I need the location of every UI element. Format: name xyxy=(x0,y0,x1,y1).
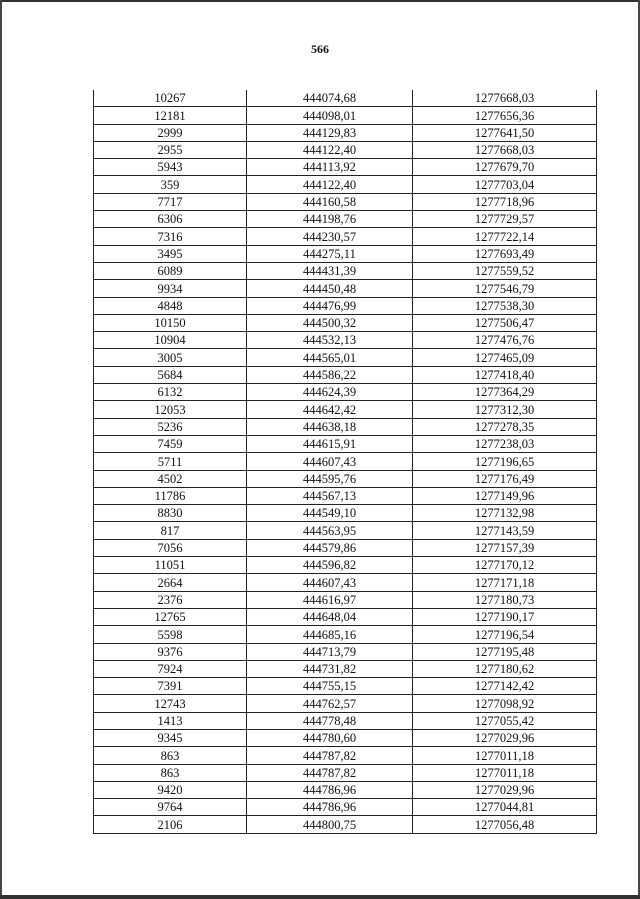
table-row xyxy=(94,159,597,176)
table-row xyxy=(94,384,597,401)
point-id-cell: 12053 xyxy=(94,401,247,418)
y-coordinate-cell: 1277143,59 xyxy=(413,522,597,539)
table-row xyxy=(94,211,597,228)
y-coordinate-cell: 1277418,40 xyxy=(413,366,597,383)
table-row xyxy=(94,245,597,262)
x-coordinate-cell: 444098,01 xyxy=(247,107,413,124)
table-row xyxy=(94,435,597,452)
y-coordinate-cell: 1277668,03 xyxy=(413,141,597,158)
x-coordinate-cell: 444476,99 xyxy=(247,297,413,314)
table-row xyxy=(94,107,597,124)
point-id-cell: 2664 xyxy=(94,574,247,591)
x-coordinate-cell: 444713,79 xyxy=(247,643,413,660)
point-id-cell: 863 xyxy=(94,747,247,764)
point-id-cell: 7459 xyxy=(94,435,247,452)
x-coordinate-cell: 444431,39 xyxy=(247,262,413,279)
table-row xyxy=(94,505,597,522)
point-id-cell: 9345 xyxy=(94,729,247,746)
point-id-cell: 3005 xyxy=(94,349,247,366)
y-coordinate-cell: 1277364,29 xyxy=(413,384,597,401)
y-coordinate-cell: 1277196,65 xyxy=(413,453,597,470)
point-id-cell: 10904 xyxy=(94,332,247,349)
y-coordinate-cell: 1277559,52 xyxy=(413,262,597,279)
point-id-cell: 1413 xyxy=(94,712,247,729)
x-coordinate-cell: 444532,13 xyxy=(247,332,413,349)
table-row xyxy=(94,729,597,746)
point-id-cell: 10150 xyxy=(94,314,247,331)
y-coordinate-cell: 1277044,81 xyxy=(413,799,597,816)
y-coordinate-cell: 1277142,42 xyxy=(413,678,597,695)
table-row xyxy=(94,747,597,764)
x-coordinate-cell: 444500,32 xyxy=(247,314,413,331)
table-row xyxy=(94,574,597,591)
table-row xyxy=(94,608,597,625)
point-id-cell: 7924 xyxy=(94,660,247,677)
table-row xyxy=(94,695,597,712)
x-coordinate-cell: 444762,57 xyxy=(247,695,413,712)
table-row xyxy=(94,314,597,331)
point-id-cell: 2106 xyxy=(94,816,247,833)
point-id-cell: 12181 xyxy=(94,107,247,124)
y-coordinate-cell: 1277238,03 xyxy=(413,435,597,452)
point-id-cell: 817 xyxy=(94,522,247,539)
y-coordinate-cell: 1277278,35 xyxy=(413,418,597,435)
y-coordinate-cell: 1277722,14 xyxy=(413,228,597,245)
table-row xyxy=(94,522,597,539)
y-coordinate-cell: 1277668,03 xyxy=(413,90,597,107)
x-coordinate-cell: 444230,57 xyxy=(247,228,413,245)
table-row xyxy=(94,591,597,608)
y-coordinate-cell: 1277055,42 xyxy=(413,712,597,729)
x-coordinate-cell: 444122,40 xyxy=(247,176,413,193)
x-coordinate-cell: 444624,39 xyxy=(247,384,413,401)
x-coordinate-cell: 444113,92 xyxy=(247,159,413,176)
y-coordinate-cell: 1277506,47 xyxy=(413,314,597,331)
table-row xyxy=(94,643,597,660)
x-coordinate-cell: 444565,01 xyxy=(247,349,413,366)
x-coordinate-cell: 444074,68 xyxy=(247,90,413,107)
y-coordinate-cell: 1277465,09 xyxy=(413,349,597,366)
table-row xyxy=(94,816,597,833)
coordinates-table-body xyxy=(94,90,597,833)
y-coordinate-cell: 1277011,18 xyxy=(413,747,597,764)
point-id-cell: 863 xyxy=(94,764,247,781)
table-row xyxy=(94,141,597,158)
y-coordinate-cell: 1277312,30 xyxy=(413,401,597,418)
point-id-cell: 5711 xyxy=(94,453,247,470)
point-id-cell: 6306 xyxy=(94,211,247,228)
y-coordinate-cell: 1277176,49 xyxy=(413,470,597,487)
table-row xyxy=(94,262,597,279)
point-id-cell: 2999 xyxy=(94,124,247,141)
table-row xyxy=(94,764,597,781)
y-coordinate-cell: 1277029,96 xyxy=(413,781,597,798)
table-row xyxy=(94,660,597,677)
table-row xyxy=(94,349,597,366)
point-id-cell: 9934 xyxy=(94,280,247,297)
table-row xyxy=(94,401,597,418)
y-coordinate-cell: 1277476,76 xyxy=(413,332,597,349)
point-id-cell: 2376 xyxy=(94,591,247,608)
scan-edge-left xyxy=(0,0,2,899)
table-row xyxy=(94,626,597,643)
x-coordinate-cell: 444787,82 xyxy=(247,747,413,764)
x-coordinate-cell: 444787,82 xyxy=(247,764,413,781)
x-coordinate-cell: 444786,96 xyxy=(247,781,413,798)
x-coordinate-cell: 444648,04 xyxy=(247,608,413,625)
x-coordinate-cell: 444607,43 xyxy=(247,453,413,470)
x-coordinate-cell: 444579,86 xyxy=(247,539,413,556)
y-coordinate-cell: 1277656,36 xyxy=(413,107,597,124)
x-coordinate-cell: 444586,22 xyxy=(247,366,413,383)
table-row xyxy=(94,228,597,245)
point-id-cell: 2955 xyxy=(94,141,247,158)
y-coordinate-cell: 1277703,04 xyxy=(413,176,597,193)
table-row xyxy=(94,678,597,695)
table-row xyxy=(94,557,597,574)
point-id-cell: 7056 xyxy=(94,539,247,556)
table-row xyxy=(94,90,597,107)
y-coordinate-cell: 1277196,54 xyxy=(413,626,597,643)
point-id-cell: 5236 xyxy=(94,418,247,435)
y-coordinate-cell: 1277180,73 xyxy=(413,591,597,608)
y-coordinate-cell: 1277718,96 xyxy=(413,193,597,210)
point-id-cell: 6132 xyxy=(94,384,247,401)
point-id-cell: 10267 xyxy=(94,90,247,107)
x-coordinate-cell: 444160,58 xyxy=(247,193,413,210)
y-coordinate-cell: 1277056,48 xyxy=(413,816,597,833)
table-row xyxy=(94,366,597,383)
y-coordinate-cell: 1277132,98 xyxy=(413,505,597,522)
x-coordinate-cell: 444450,48 xyxy=(247,280,413,297)
x-coordinate-cell: 444615,91 xyxy=(247,435,413,452)
table-row xyxy=(94,332,597,349)
y-coordinate-cell: 1277149,96 xyxy=(413,487,597,504)
x-coordinate-cell: 444786,96 xyxy=(247,799,413,816)
table-row xyxy=(94,297,597,314)
y-coordinate-cell: 1277195,48 xyxy=(413,643,597,660)
y-coordinate-cell: 1277180,62 xyxy=(413,660,597,677)
y-coordinate-cell: 1277641,50 xyxy=(413,124,597,141)
table-row xyxy=(94,539,597,556)
y-coordinate-cell: 1277171,18 xyxy=(413,574,597,591)
x-coordinate-cell: 444129,83 xyxy=(247,124,413,141)
table-row xyxy=(94,280,597,297)
table-row xyxy=(94,453,597,470)
point-id-cell: 11051 xyxy=(94,557,247,574)
x-coordinate-cell: 444800,75 xyxy=(247,816,413,833)
x-coordinate-cell: 444731,82 xyxy=(247,660,413,677)
table-row xyxy=(94,124,597,141)
table-row xyxy=(94,418,597,435)
y-coordinate-cell: 1277170,12 xyxy=(413,557,597,574)
x-coordinate-cell: 444122,40 xyxy=(247,141,413,158)
x-coordinate-cell: 444638,18 xyxy=(247,418,413,435)
point-id-cell: 3495 xyxy=(94,245,247,262)
y-coordinate-cell: 1277157,39 xyxy=(413,539,597,556)
point-id-cell: 4502 xyxy=(94,470,247,487)
x-coordinate-cell: 444778,48 xyxy=(247,712,413,729)
table-row xyxy=(94,193,597,210)
point-id-cell: 7316 xyxy=(94,228,247,245)
x-coordinate-cell: 444567,13 xyxy=(247,487,413,504)
y-coordinate-cell: 1277679,70 xyxy=(413,159,597,176)
point-id-cell: 5598 xyxy=(94,626,247,643)
x-coordinate-cell: 444275,11 xyxy=(247,245,413,262)
point-id-cell: 5684 xyxy=(94,366,247,383)
point-id-cell: 7391 xyxy=(94,678,247,695)
x-coordinate-cell: 444596,82 xyxy=(247,557,413,574)
x-coordinate-cell: 444755,15 xyxy=(247,678,413,695)
x-coordinate-cell: 444198,76 xyxy=(247,211,413,228)
point-id-cell: 5943 xyxy=(94,159,247,176)
x-coordinate-cell: 444616,97 xyxy=(247,591,413,608)
table-row xyxy=(94,176,597,193)
y-coordinate-cell: 1277011,18 xyxy=(413,764,597,781)
table-row xyxy=(94,487,597,504)
table-row xyxy=(94,781,597,798)
x-coordinate-cell: 444780,60 xyxy=(247,729,413,746)
y-coordinate-cell: 1277546,79 xyxy=(413,280,597,297)
x-coordinate-cell: 444685,16 xyxy=(247,626,413,643)
point-id-cell: 8830 xyxy=(94,505,247,522)
table-row xyxy=(94,712,597,729)
point-id-cell: 9376 xyxy=(94,643,247,660)
y-coordinate-cell: 1277098,92 xyxy=(413,695,597,712)
point-id-cell: 9420 xyxy=(94,781,247,798)
x-coordinate-cell: 444642,42 xyxy=(247,401,413,418)
x-coordinate-cell: 444549,10 xyxy=(247,505,413,522)
table-row xyxy=(94,799,597,816)
y-coordinate-cell: 1277190,17 xyxy=(413,608,597,625)
y-coordinate-cell: 1277693,49 xyxy=(413,245,597,262)
coordinates-table xyxy=(93,90,597,834)
table-row xyxy=(94,470,597,487)
scan-edge-bottom xyxy=(0,895,640,899)
point-id-cell: 359 xyxy=(94,176,247,193)
point-id-cell: 11786 xyxy=(94,487,247,504)
scan-edge-top xyxy=(0,0,640,2)
x-coordinate-cell: 444595,76 xyxy=(247,470,413,487)
y-coordinate-cell: 1277029,96 xyxy=(413,729,597,746)
point-id-cell: 7717 xyxy=(94,193,247,210)
point-id-cell: 6089 xyxy=(94,262,247,279)
y-coordinate-cell: 1277729,57 xyxy=(413,211,597,228)
point-id-cell: 9764 xyxy=(94,799,247,816)
point-id-cell: 12765 xyxy=(94,608,247,625)
point-id-cell: 12743 xyxy=(94,695,247,712)
x-coordinate-cell: 444563,95 xyxy=(247,522,413,539)
y-coordinate-cell: 1277538,30 xyxy=(413,297,597,314)
page-number: 566 xyxy=(311,42,329,56)
x-coordinate-cell: 444607,43 xyxy=(247,574,413,591)
point-id-cell: 4848 xyxy=(94,297,247,314)
